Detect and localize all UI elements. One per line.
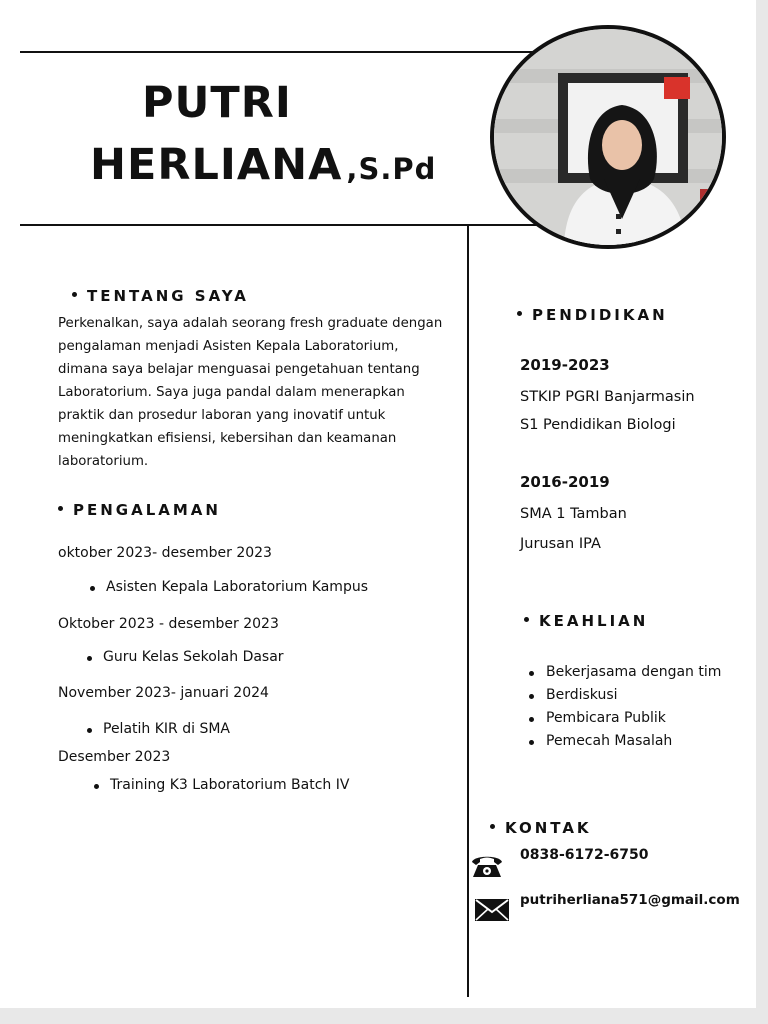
degree-suffix: ,S.Pd: [346, 152, 437, 186]
last-name-text: HERLIANA: [90, 140, 343, 190]
contact-email[interactable]: putriherliana571@gmail.com: [520, 892, 740, 908]
envelope-icon: [474, 898, 510, 922]
skill-item: Pemecah Masalah: [546, 733, 673, 749]
experience-role: Pelatih KIR di SMA: [103, 721, 230, 737]
about-text: Perkenalkan, saya adalah seorang fresh graduate dengan pengalaman menjadi Asisten Kepala Laboratorium, dimana saya belajar menguasai pengetahuan tentang Laboratorium. Saya juga pandal dalam menerapkan praktik dan prosedur laboran yang inovatif untuk meningkatkan efisiensi, kebersihan dan keamanan laboratorium.: [58, 316, 443, 469]
contact-heading: [490, 819, 592, 837]
skill-item: Berdiskusi: [546, 687, 618, 703]
header-divider: [20, 224, 560, 226]
experience-period: Oktober 2023 - desember 2023: [58, 616, 279, 632]
contact-phone[interactable]: 0838-6172-6750: [520, 847, 649, 863]
about-heading-text: TENTANG SAYA: [87, 287, 249, 305]
education-school: STKIP PGRI Banjarmasin: [520, 389, 695, 405]
top-divider: [20, 51, 540, 53]
experience-period: Desember 2023: [58, 749, 171, 765]
about-heading: [72, 287, 249, 305]
experience-role: Guru Kelas Sekolah Dasar: [103, 649, 284, 665]
first-name: PUTRI: [142, 78, 292, 128]
contact-heading-text: KONTAK: [505, 819, 592, 837]
experience-heading-text: PENGALAMAN: [73, 501, 221, 519]
last-name: [90, 140, 437, 190]
phone-icon: [470, 853, 504, 879]
education-years: 2019-2023: [520, 356, 610, 374]
experience-period: oktober 2023- desember 2023: [58, 545, 272, 561]
education-years: 2016-2019: [520, 473, 610, 491]
education-school: SMA 1 Tamban: [520, 506, 627, 522]
education-heading: [517, 306, 668, 324]
skills-heading-text: KEAHLIAN: [539, 612, 649, 630]
experience-role: Training K3 Laboratorium Batch IV: [110, 777, 350, 793]
education-heading-text: PENDIDIKAN: [532, 306, 668, 324]
experience-role: Asisten Kepala Laboratorium Kampus: [106, 579, 368, 595]
portrait-illustration: [494, 29, 722, 245]
skill-item: Pembicara Publik: [546, 710, 666, 726]
profile-photo: [490, 25, 726, 249]
skills-heading: [524, 612, 648, 630]
column-divider: [467, 225, 469, 997]
experience-heading: [58, 501, 221, 519]
skill-item: Bekerjasama dengan tim: [546, 664, 722, 680]
education-major: Jurusan IPA: [520, 536, 601, 552]
experience-period: November 2023- januari 2024: [58, 685, 269, 701]
education-major: S1 Pendidikan Biologi: [520, 417, 676, 433]
